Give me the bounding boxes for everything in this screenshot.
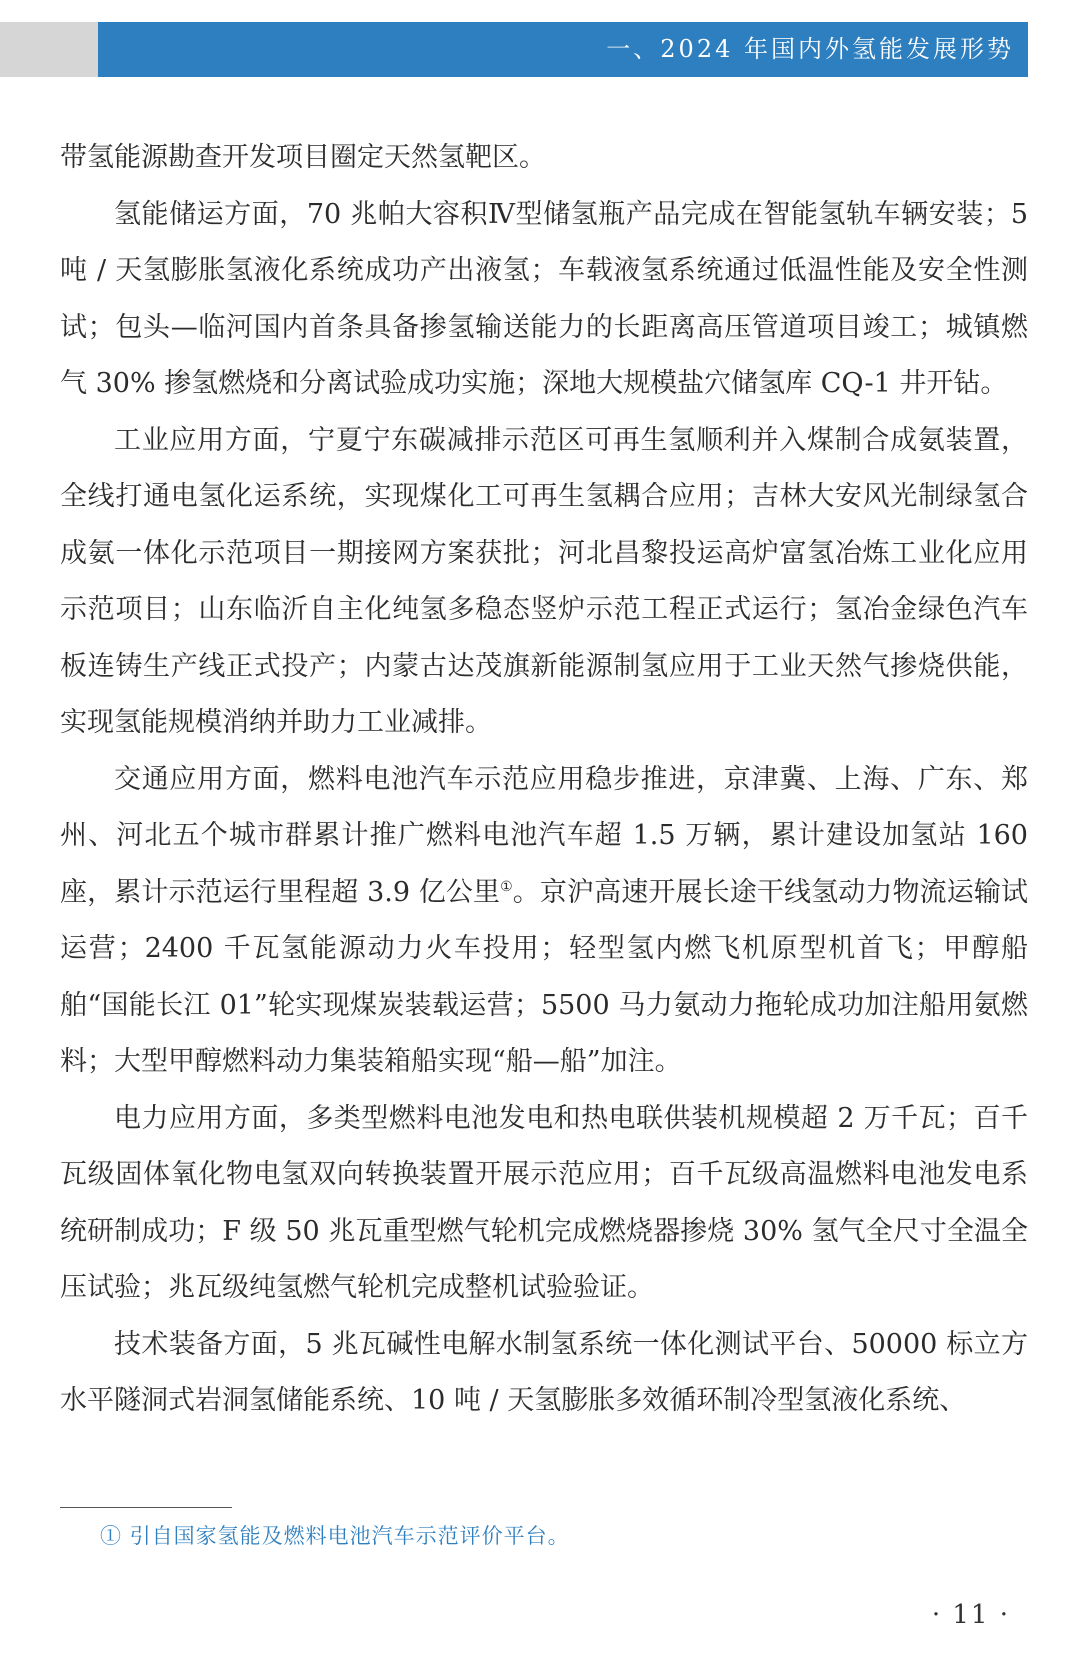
paragraph-transport bbox=[60, 752, 1028, 1091]
paragraph-storage-transport: 氢能储运方面，70 兆帕大容积Ⅳ型储氢瓶产品完成在智能氢轨车辆安装；5 吨 / 天氢膨胀氢液化系统成功产出液氢；车载液氢系统通过低温性能及安全性测试；包头—临河国内首条具备掺氢输送能力的长距离高压管道项目竣工；城镇燃气 30% 掺氢燃烧和分离试验成功实施；深地大规模盐穴储氢库 CQ-1 井开钻。 bbox=[60, 198, 1028, 399]
chapter-title: 一、2024 年国内外氢能发展形势 bbox=[606, 35, 1014, 63]
paragraph-power: 电力应用方面，多类型燃料电池发电和热电联供装机规模超 2 万千瓦；百千瓦级固体氧化物电氢双向转换装置开展示范应用；百千瓦级高温燃料电池发电系统研制成功；F 级 50 兆瓦重型燃气轮机完成燃烧器掺烧 30% 氢气全尺寸全温全压试验；兆瓦级纯氢燃气轮机完成整机试验验证。 bbox=[60, 1102, 1028, 1303]
paragraph-equipment: 技术装备方面，5 兆瓦碱性电解水制氢系统一体化测试平台、50000 标立方水平隧洞式岩洞氢储能系统、10 吨 / 天氢膨胀多效循环制冷型氢液化系统、 bbox=[60, 1328, 1028, 1416]
paragraph-transport-part2: 。京沪高速开展长途干线氢动力物流运输试运营；2400 千瓦氢能源动力火车投用；轻型氢内燃飞机原型机首飞；甲醇船舶“国能长江 01”轮实现煤炭装载运营；5500 马力氨动力拖轮成功加注船用氨燃料；大型甲醇燃料动力集装箱船实现“船—船”加注。 bbox=[60, 876, 1029, 1077]
paragraph-transport-part1: 交通应用方面，燃料电池汽车示范应用稳步推进，京津冀、上海、广东、郑州、河北五个城市群累计推广燃料电池汽车超 1.5 万辆，累计建设加氢站 160 座，累计示范运行里程超 3.9 亿公里 bbox=[60, 763, 1028, 908]
footnote-divider bbox=[60, 1507, 232, 1508]
footnote-reference: ① bbox=[500, 878, 513, 895]
header-bar bbox=[98, 22, 1028, 77]
paragraph-continuation: 带氢能源勘查开发项目圈定天然氢靶区。 bbox=[60, 142, 546, 173]
header-gray-block bbox=[0, 22, 98, 77]
paragraph-industrial: 工业应用方面，宁夏宁东碳减排示范区可再生氢顺利并入煤制合成氨装置，全线打通电氢化运系统，实现煤化工可再生氢耦合应用；吉林大安风光制绿氢合成氨一体化示范项目一期接网方案获批；河北昌黎投运高炉富氢冶炼工业化应用示范项目；山东临沂自主化纯氢多稳态竖炉示范工程正式运行；氢冶金绿色汽车板连铸生产线正式投产；内蒙古达茂旗新能源制氢应用于工业天然气掺烧供能，实现氢能规模消纳并助力工业减排。 bbox=[60, 424, 1028, 738]
page-number: · 11 · bbox=[931, 1600, 1010, 1630]
footnote: ① 引自国家氢能及燃料电池汽车示范评价平台。 bbox=[100, 1524, 570, 1548]
body-text bbox=[60, 130, 1028, 1430]
